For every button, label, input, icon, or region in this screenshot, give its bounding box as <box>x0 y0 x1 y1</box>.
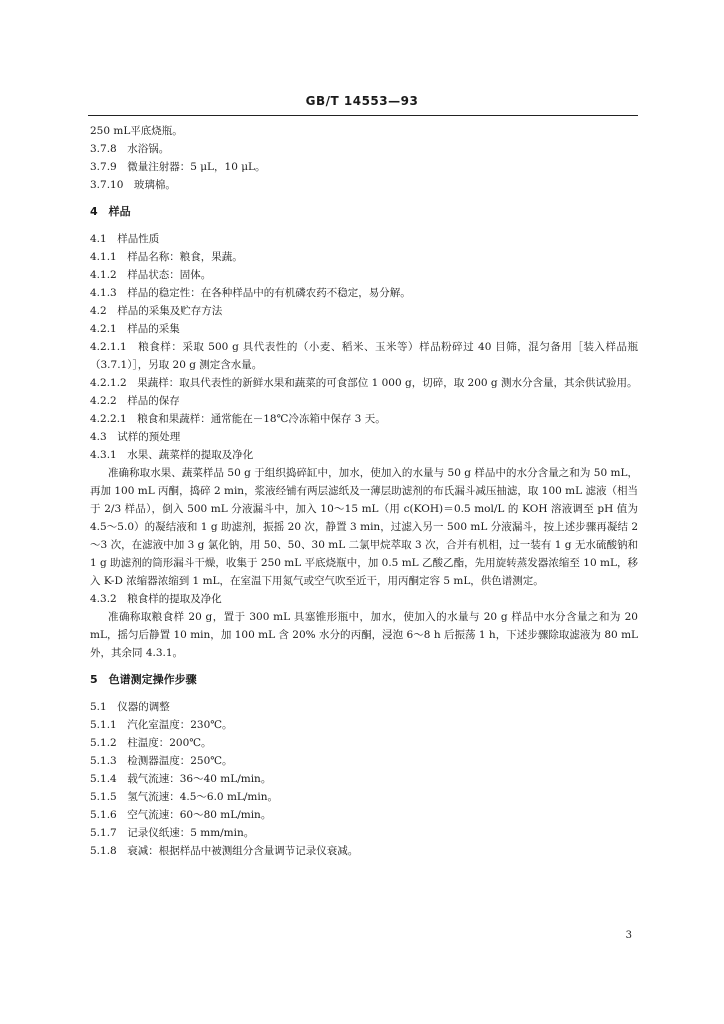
text-line: 5.1.6 空气流速：60～80 mL/min。 <box>90 809 272 821</box>
header-rule <box>88 115 638 116</box>
subheading: 4.2 样品的采集及贮存方法 <box>90 305 223 317</box>
text-line: 4.1.1 样品名称：粮食，果蔬。 <box>90 251 243 263</box>
paragraph-4-3-1: 准确称取水果、蔬菜样品 50 g 于组织捣碎缸中，加水，使加入的水量与 50 g 样品中的水分含量之和为 50 mL，再加 100 mL 丙酮，捣碎 2 min，浆液经铺有两层滤纸及一薄层助滤剂的布氏漏斗减压抽滤，取 100 mL 滤液（相当于 2/3 样品），倒入 500 mL 分液漏斗中，加入 10～15 mL（用 c(KOH)＝0.5 mol/L 的 KOH 溶液调至 pH 值为 4.5～5.0）的凝结液和 1 g 助滤剂，振摇 20 次，静置 3 min，过滤入另一 500 mL 分液漏斗，按上述步骤再凝结 2～3 次，在滤液中加 3 g 氯化钠，用 50、50、30 mL 二氯甲烷萃取 3 次，合并有机相，过一装有 1 g 无水硫酸钠和 1 g 助滤剂的筒形漏斗干燥，收集于 250 mL 平底烧瓶中，加 0.5 mL 乙酸乙酯，先用旋转蒸发器浓缩至 10 mL，移入 K-D 浓缩器浓缩到 1 mL，在室温下用氮气或空气吹至近干，用丙酮定容 5 mL，供色谱测定。 <box>90 467 638 587</box>
section-heading-5: 5 色谱测定操作步骤 <box>90 673 197 686</box>
section-heading-4: 4 样品 <box>90 205 131 218</box>
paragraph-4-2-1-1: 4.2.1.1 粮食样：采取 500 g 具代表性的（小麦、稻米、玉米等）样品粉碎过 40 目筛，混匀备用［装入样品瓶（3.7.1）］，另取 20 g 测定含水量。 <box>90 341 638 371</box>
text-line: 5.1.5 氢气流速：4.5～6.0 mL/min。 <box>90 791 278 803</box>
text-line: 5.1.7 记录仪纸速：5 mm/min。 <box>90 827 255 839</box>
subheading: 4.2.1 样品的采集 <box>90 323 180 335</box>
text-line: 5.1.8 衰减：根据样品中被测组分含量调节记录仪衰减。 <box>90 845 359 857</box>
text-line: 4.2.2.1 粮食和果蔬样：通常能在－18℃冷冻箱中保存 3 天。 <box>90 413 386 425</box>
text-line: 5.1.1 汽化室温度：230℃。 <box>90 719 233 731</box>
text-line: 5.1.2 柱温度：200℃。 <box>90 737 212 749</box>
text-line: 5.1.4 载气流速：36～40 mL/min。 <box>90 773 272 785</box>
subheading: 4.2.2 样品的保存 <box>90 395 180 407</box>
page-number: 3 <box>625 930 632 941</box>
text-line: 3.7.8 水浴锅。 <box>90 143 170 155</box>
text-line: 4.1.3 样品的稳定性：在各种样品中的有机磷农药不稳定，易分解。 <box>90 287 411 299</box>
text-line: 3.7.10 玻璃棉。 <box>90 179 176 191</box>
paragraph-4-3-2: 准确称取粮食样 20 g，置于 300 mL 具塞锥形瓶中，加水，使加入的水量与 20 g 样品中水分含量之和为 20 mL，摇匀后静置 10 min，加 100 mL 含 20% 水分的丙酮，浸泡 6～8 h 后振荡 1 h，下述步骤除取滤液为 80 mL 外，其余同 4.3.1。 <box>90 611 638 659</box>
subheading: 4.3.1 水果、蔬菜样的提取及净化 <box>90 449 254 461</box>
subheading: 4.1 样品性质 <box>90 233 160 245</box>
subheading: 4.3 试样的预处理 <box>90 431 181 443</box>
paragraph-4-2-1-2: 4.2.1.2 果蔬样：取具代表性的新鲜水果和蔬菜的可食部位 1 000 g，切碎，取 200 g 测水分含量，其余供试验用。 <box>90 377 638 389</box>
document-body <box>90 122 638 860</box>
subheading: 5.1 仪器的调整 <box>90 701 170 713</box>
text-line: 5.1.3 检测器温度：250℃。 <box>90 755 233 767</box>
text-line: 3.7.9 微量注射器：5 μL，10 μL。 <box>90 161 266 173</box>
text-line: 250 mL平底烧瓶。 <box>90 125 183 137</box>
subheading: 4.3.2 粮食样的提取及净化 <box>90 593 222 605</box>
text-line: 4.1.2 样品状态：固体。 <box>90 269 212 281</box>
standard-number-header: GB/T 14553—93 <box>305 94 419 108</box>
